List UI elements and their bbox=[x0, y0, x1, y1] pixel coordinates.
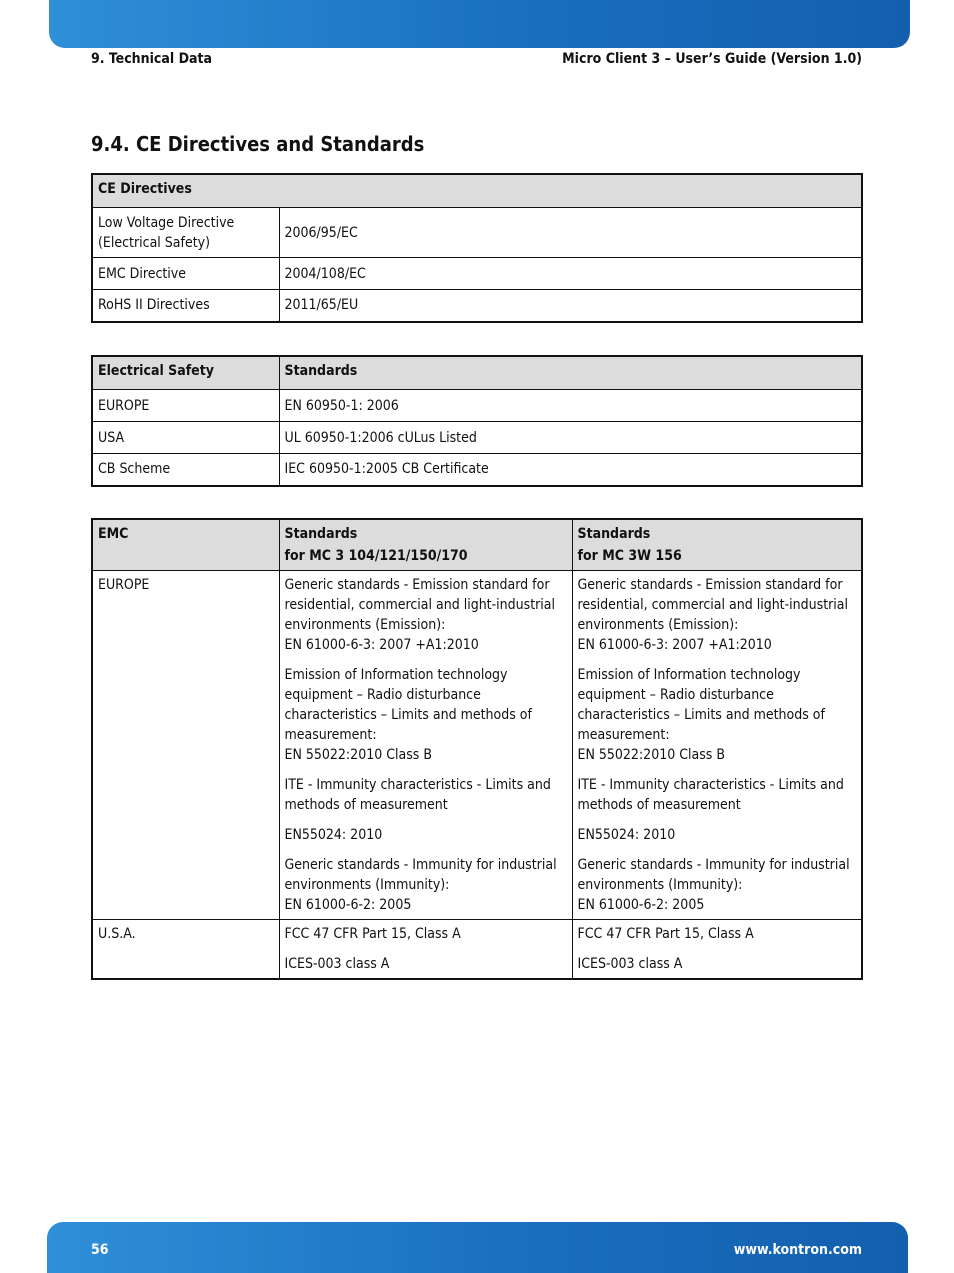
standard-cell: IEC 60950-1:2005 CB Certificate bbox=[279, 454, 862, 486]
standards-cell-mc3 bbox=[279, 571, 572, 920]
region-cell: EUROPE bbox=[92, 571, 279, 920]
document-title: Micro Client 3 – User’s Guide (Version 1.0) bbox=[562, 51, 862, 67]
standard-cell: UL 60950-1:2006 cULus Listed bbox=[279, 422, 862, 454]
standard-text: EN 55022:2010 Class B bbox=[284, 747, 433, 763]
region-cell: U.S.A. bbox=[92, 920, 279, 980]
standard-block bbox=[285, 665, 567, 765]
table-row bbox=[92, 208, 862, 258]
standard-text: Emission of Information technology equipment – Radio disturbance characteristics – Limits and methods of measurement: bbox=[577, 667, 825, 743]
standards-mc3-header bbox=[279, 519, 572, 571]
directive-value: 2011/65/EU bbox=[279, 290, 862, 322]
page-number: 56 bbox=[91, 1242, 109, 1258]
standard-text: EN55024: 2010 bbox=[577, 827, 676, 843]
directive-label: Low Voltage Directive (Electrical Safety) bbox=[92, 208, 279, 258]
standard-block bbox=[578, 775, 857, 815]
standard-text: EN55024: 2010 bbox=[284, 827, 383, 843]
standard-text: EN 61000-6-2: 2005 bbox=[284, 897, 412, 913]
standard-text: Emission of Information technology equipment – Radio disturbance characteristics – Limits and methods of measurement: bbox=[284, 667, 532, 743]
table-row bbox=[92, 571, 862, 920]
header-line: for MC 3 104/121/150/170 bbox=[284, 548, 468, 564]
header-line: Standards bbox=[284, 526, 358, 542]
table-row bbox=[92, 454, 862, 486]
standard-block bbox=[285, 855, 567, 915]
section-title: 9.4. CE Directives and Standards bbox=[91, 132, 425, 156]
table-row bbox=[92, 920, 862, 980]
standard-text: EN 61000-6-2: 2005 bbox=[577, 897, 705, 913]
table-row bbox=[92, 422, 862, 454]
standard-text: ITE - Immunity characteristics - Limits and methods of measurement bbox=[284, 777, 551, 813]
emc-table bbox=[91, 518, 863, 980]
standard-block bbox=[578, 855, 857, 915]
electrical-safety-header: Electrical Safety bbox=[92, 356, 279, 390]
standard-text: EN 55022:2010 Class B bbox=[577, 747, 726, 763]
table-row bbox=[92, 290, 862, 322]
standard-text: EN 61000-6-3: 2007 +A1:2010 bbox=[577, 637, 772, 653]
header-line: Standards bbox=[577, 526, 651, 542]
ce-directives-table bbox=[91, 173, 863, 323]
directive-label: EMC Directive bbox=[92, 258, 279, 290]
standard-text: ICES-003 class A bbox=[284, 956, 390, 972]
standards-cell-mc3w bbox=[572, 571, 862, 920]
chapter-label: 9. Technical Data bbox=[91, 51, 213, 67]
directive-value: 2006/95/EC bbox=[279, 208, 862, 258]
electrical-safety-table bbox=[91, 355, 863, 487]
standard-text: Generic standards - Immunity for industrial environments (Immunity): bbox=[577, 857, 850, 893]
directive-label: RoHS II Directives bbox=[92, 290, 279, 322]
standard-text: ICES-003 class A bbox=[577, 956, 683, 972]
standard-block bbox=[285, 825, 567, 845]
standard-text: Generic standards - Emission standard for residential, commercial and light-industrial environments (Emission): bbox=[284, 577, 556, 633]
standard-block bbox=[285, 775, 567, 815]
header-banner bbox=[49, 0, 910, 48]
table-row bbox=[92, 258, 862, 290]
standards-mc3w-header bbox=[572, 519, 862, 571]
standard-block bbox=[285, 575, 567, 655]
standard-text: Generic standards - Emission standard for residential, commercial and light-industrial environments (Emission): bbox=[577, 577, 849, 633]
standards-header: Standards bbox=[279, 356, 862, 390]
region-cell: EUROPE bbox=[92, 390, 279, 422]
region-cell: CB Scheme bbox=[92, 454, 279, 486]
standard-cell: EN 60950-1: 2006 bbox=[279, 390, 862, 422]
standard-text: ITE - Immunity characteristics - Limits and methods of measurement bbox=[577, 777, 844, 813]
standard-text: FCC 47 CFR Part 15, Class A bbox=[284, 926, 461, 942]
ce-directives-header: CE Directives bbox=[92, 174, 862, 208]
standards-cell-mc3w bbox=[572, 920, 862, 980]
emc-header: EMC bbox=[92, 519, 279, 571]
standard-text: FCC 47 CFR Part 15, Class A bbox=[577, 926, 754, 942]
region-cell: USA bbox=[92, 422, 279, 454]
standard-text: Generic standards - Immunity for industrial environments (Immunity): bbox=[284, 857, 557, 893]
standard-text: EN 61000-6-3: 2007 +A1:2010 bbox=[284, 637, 479, 653]
standard-block bbox=[578, 575, 857, 655]
directive-value: 2004/108/EC bbox=[279, 258, 862, 290]
table-row bbox=[92, 390, 862, 422]
standards-cell-mc3 bbox=[279, 920, 572, 980]
website-link[interactable]: www.kontron.com bbox=[733, 1242, 862, 1258]
standard-block bbox=[578, 665, 857, 765]
header-line: for MC 3W 156 bbox=[577, 548, 682, 564]
standard-block bbox=[578, 825, 857, 845]
